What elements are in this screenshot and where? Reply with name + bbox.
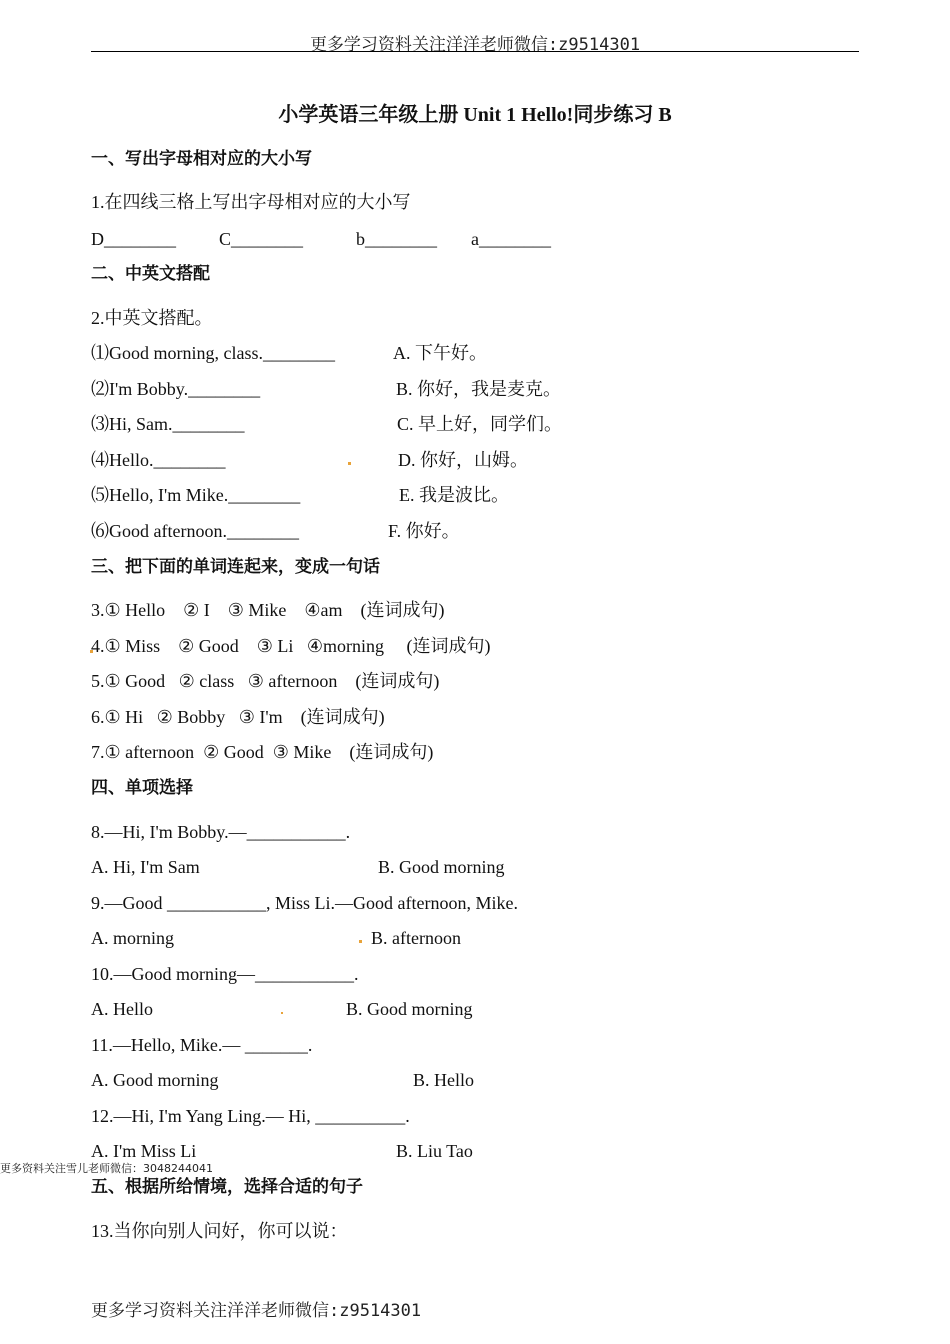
question-1: 1.在四线三格上写出字母相对应的大小写 bbox=[91, 192, 411, 212]
match-left-4: ⑷Hello.________ bbox=[91, 450, 226, 470]
match-right-c: C. 早上好，同学们。 bbox=[397, 414, 563, 434]
question-9: 9.—Good ___________, Miss Li.—Good afternoon, Mike. bbox=[91, 893, 518, 913]
section5-heading: 五、根据所给情境，选择合适的句子 bbox=[91, 1177, 363, 1197]
match-left-6: ⑹Good afternoon.________ bbox=[91, 521, 299, 541]
q11-option-b[interactable]: B. Hello bbox=[413, 1070, 474, 1090]
match-left-5: ⑸Hello, I'm Mike.________ bbox=[91, 485, 301, 505]
section4-heading: 四、单项选择 bbox=[91, 778, 193, 798]
match-left-1: ⑴Good morning, class.________ bbox=[91, 343, 335, 363]
q12-option-a[interactable]: A. I'm Miss Li bbox=[91, 1141, 197, 1161]
question-8: 8.—Hi, I'm Bobby.—___________. bbox=[91, 822, 351, 842]
question-12: 12.—Hi, I'm Yang Ling.— Hi, __________. bbox=[91, 1106, 410, 1126]
decorative-dot bbox=[348, 462, 351, 465]
q10-option-a[interactable]: A. Hello bbox=[91, 999, 153, 1019]
match-right-f: F. 你好。 bbox=[388, 521, 460, 541]
question-2: 2.中英文搭配。 bbox=[91, 308, 213, 328]
decorative-dot bbox=[359, 940, 362, 943]
q8-option-b[interactable]: B. Good morning bbox=[378, 857, 505, 877]
section3-heading: 三、把下面的单词连起来，变成一句话 bbox=[91, 557, 380, 577]
word-order-4: 4.① Miss ② Good ③ Li ④morning (连词成句) bbox=[91, 636, 491, 656]
word-order-6: 6.① Hi ② Bobby ③ I'm (连词成句) bbox=[91, 707, 385, 727]
section2-heading: 二、中英文搭配 bbox=[91, 264, 210, 284]
letter-blank-1[interactable]: D________ bbox=[91, 229, 176, 249]
word-order-3: 3.① Hello ② I ③ Mike ④am (连词成句) bbox=[91, 600, 445, 620]
decorative-dot bbox=[281, 1012, 283, 1014]
question-13: 13.当你向别人问好，你可以说： bbox=[91, 1221, 348, 1241]
q10-option-b[interactable]: B. Good morning bbox=[346, 999, 473, 1019]
page-footer: 更多学习资料关注洋洋老师微信:z9514301 bbox=[91, 1301, 422, 1321]
letter-blank-3[interactable]: b________ bbox=[356, 229, 437, 249]
side-watermark-note: 更多资料关注雪儿老师微信：3048244041 bbox=[0, 1162, 213, 1175]
section1-heading: 一、写出字母相对应的大小写 bbox=[91, 149, 312, 169]
question-11: 11.—Hello, Mike.— _______. bbox=[91, 1035, 313, 1055]
letter-blank-4[interactable]: a________ bbox=[471, 229, 551, 249]
page-title: 小学英语三年级上册 Unit 1 Hello!同步练习 B bbox=[278, 104, 672, 126]
word-order-5: 5.① Good ② class ③ afternoon (连词成句) bbox=[91, 671, 440, 691]
match-right-e: E. 我是波比。 bbox=[399, 485, 509, 505]
match-right-a: A. 下午好。 bbox=[393, 343, 487, 363]
q9-option-b[interactable]: B. afternoon bbox=[371, 928, 461, 948]
header-rule bbox=[91, 51, 859, 52]
match-right-b: B. 你好，我是麦克。 bbox=[396, 379, 562, 399]
letter-blank-2[interactable]: C________ bbox=[219, 229, 304, 249]
match-right-d: D. 你好，山姆。 bbox=[398, 450, 528, 470]
q9-option-a[interactable]: A. morning bbox=[91, 928, 174, 948]
match-left-3: ⑶Hi, Sam.________ bbox=[91, 414, 245, 434]
page-header: 更多学习资料关注洋洋老师微信:z9514301 bbox=[309, 35, 641, 55]
q8-option-a[interactable]: A. Hi, I'm Sam bbox=[91, 857, 200, 877]
question-10: 10.—Good morning—___________. bbox=[91, 964, 359, 984]
match-left-2: ⑵I'm Bobby.________ bbox=[91, 379, 261, 399]
q11-option-a[interactable]: A. Good morning bbox=[91, 1070, 219, 1090]
q12-option-b[interactable]: B. Liu Tao bbox=[396, 1141, 473, 1161]
word-order-7: 7.① afternoon ② Good ③ Mike (连词成句) bbox=[91, 742, 434, 762]
